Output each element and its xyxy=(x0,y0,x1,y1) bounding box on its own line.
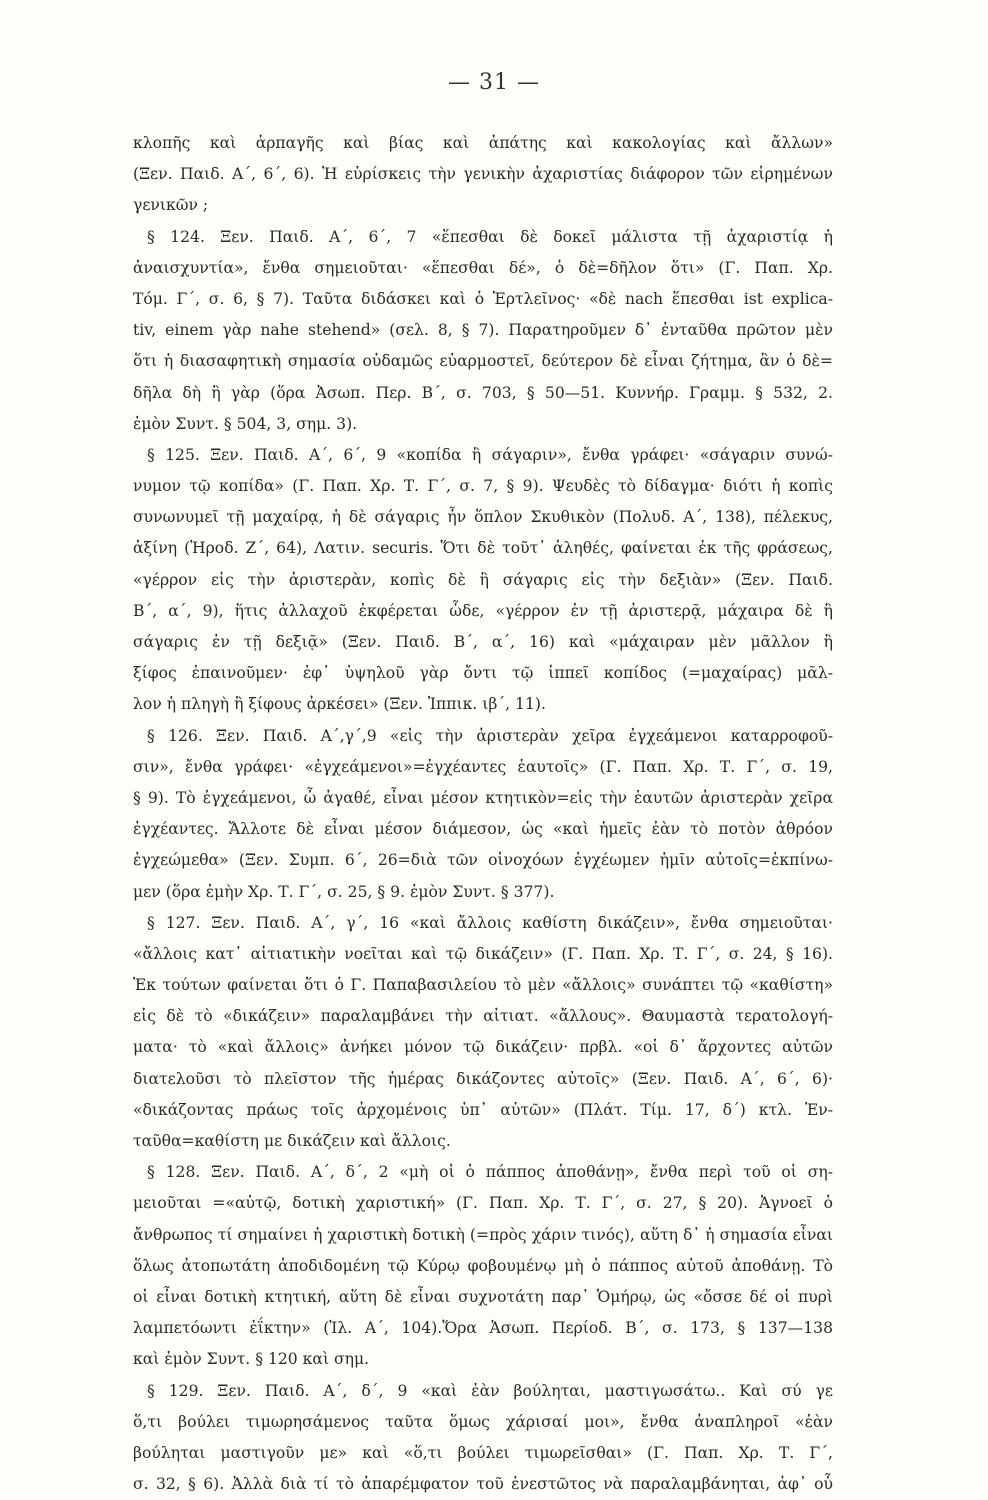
text-line: μειοῦται =«αὐτῷ, δοτικὴ χαριστική» (Γ. Παπ. Χρ. Τ. Γ΄, σ. 27, § 20). Ἀγνοεῖ ὁ xyxy=(133,1194,833,1213)
text-line: Β΄, α΄, 9), ἥτις ἀλλαχοῦ ἐκφέρεται ὧδε, «γέρρον ἐν τῇ ἀριστερᾷ, μάχαιρα δὲ ἢ xyxy=(133,601,833,620)
text-line: ὅτι ἡ διασαφητικὴ σημασία οὐδαμῶς εὐαρμοστεῖ, δεύτερον δὲ εἶναι ζήτημα, ἂν ὁ δὲ= xyxy=(133,352,833,371)
text-line: § 127. Ξεν. Παιδ. Α΄, γ΄, 16 «καὶ ἄλλοις καθίστη δικάζειν», ἔνθα σημειοῦται· xyxy=(147,913,833,932)
text-line: § 129. Ξεν. Παιδ. Α΄, δ΄, 9 «καὶ ἐὰν βούληται, μαστιγωσάτω.. Καὶ σύ γε xyxy=(147,1381,833,1400)
text-line: μεν (ὅρα ἐμὴν Χρ. Τ. Γ΄, σ. 25, § 9. ἐμὸν Συντ. § 377). xyxy=(133,882,555,901)
text-line: ἀξίνη (Ἡροδ. Ζ΄, 64), Λατιν. securis. Ὅτι δὲ τοῦτ᾿ ἀληθές, φαίνεται ἐκ τῆς φράσεως, xyxy=(133,539,833,558)
text-line: «δικάζοντας πράως τοῖς ἀρχομένοις ὑπ᾿ αὐτῶν» (Πλάτ. Τίμ. 17, δ΄) κτλ. Ἐν- xyxy=(133,1100,833,1119)
text-line: ταῦθα=καθίστη με δικάζειν καὶ ἄλλοις. xyxy=(133,1132,451,1150)
body-text xyxy=(133,128,833,1500)
text-line: συνωνυμεῖ τῇ μαχαίρᾳ, ἡ δὲ σάγαρις ἦν ὅπλον Σκυθικὸν (Πολυδ. Α΄, 138), πέλεκυς, xyxy=(133,508,833,527)
text-line: «ἄλλοις κατ᾿ αἰτιατικὴν νοεῖται καὶ τῷ δικάζειν» (Γ. Παπ. Χρ. Τ. Γ΄, σ. 24, § 16). xyxy=(133,944,833,963)
text-line: σάγαρις ἐν τῇ δεξιᾷ» (Ξεν. Παιδ. Β΄, α΄, 16) καὶ «μάχαιραν μὲν μᾶλλον ἢ xyxy=(133,633,833,651)
text-line: διατελοῦσι τὸ πλεῖστον τῆς ἡμέρας δικάζοντες αὐτοῖς» (Ξεν. Παιδ. Α΄, 6΄, 6)· xyxy=(133,1069,833,1088)
text-line: § 9). Τὸ ἐγχεάμενοι, ὦ ἀγαθέ, εἶναι μέσον κτητικὸν=εἰς τὴν ἑαυτῶν ἀριστερὰν χεῖρα xyxy=(133,788,833,807)
text-line: § 125. Ξεν. Παιδ. Α΄, 6΄, 9 «κοπίδα ἢ σάγαριν», ἔνθα γράφει· «σάγαριν συνώ- xyxy=(147,445,833,464)
text-line: § 126. Ξεν. Παιδ. Α΄,γ΄,9 «εἰς τὴν ἀριστερὰν χεῖρα ἐγχεάμενοι καταρροφοῦ- xyxy=(147,726,833,745)
text-line: ἀναισχυντία», ἔνθα σημειοῦται· «ἕπεσθαι δέ», ὁ δὲ=δῆλον ὅτι» (Γ. Παπ. Χρ. xyxy=(133,258,833,277)
text-line: γενικῶν ; xyxy=(133,196,209,215)
text-line: σιν», ἔνθα γράφει· «ἐγχεάμενοι»=ἐγχέαντες ἑαυτοῖς» (Γ. Παπ. Χρ. Τ. Γ΄, σ. 19, xyxy=(133,757,833,776)
text-line: Ἐκ τούτων φαίνεται ὅτι ὁ Γ. Παπαβασιλείου τὸ μὲν «ἄλλοις» συνάπτει τῷ «καθίστη» xyxy=(133,976,833,995)
text-line: ματα· τὸ «καὶ ἄλλοις» ἀνήκει μόνον τῷ δικάζειν· πρβλ. «οἱ δ᾿ ἄρχοντες αὐτῶν xyxy=(133,1038,833,1057)
text-line: εἰς δὲ τὸ «δικάζειν» παραλαμβάνει τὴν αἰτιατ. «ἄλλους». Θαυμαστὰ τερατολογή- xyxy=(133,1007,833,1026)
text-line: ἐγχέαντες. Ἄλλοτε δὲ εἶναι μέσον διάμεσον, ὡς «καὶ ἡμεῖς ἐὰν τὸ ποτὸν ἀθρόον xyxy=(133,820,833,839)
text-line: λον ἡ πληγὴ ἢ ξίφους ἀρκέσει» (Ξεν. Ἱππικ. ιβ΄, 11). xyxy=(133,695,546,714)
text-line: ξίφος ἐπαινοῦμεν· ἐφ᾿ ὑψηλοῦ γὰρ ὄντι τῷ ἱππεῖ κοπίδος (=μαχαίρας) μᾶλ- xyxy=(133,664,833,683)
text-line: «γέρρον εἰς τὴν ἀριστερὰν, κοπὶς δὲ ἢ σάγαρις εἰς τὴν δεξιὰν» (Ξεν. Παιδ. xyxy=(133,570,833,589)
text-line: ἐμὸν Συντ. § 504, 3, σημ. 3). xyxy=(133,414,358,433)
text-line: οἱ εἶναι δοτικὴ κτητική, αὕτη δὲ εἶναι συχνοτάτη παρ᾿ Ὁμήρῳ, ὡς «ὄσσε δέ οἱ πυρὶ xyxy=(133,1287,833,1306)
text-line: σ. 32, § 6). Ἀλλὰ διὰ τί τὸ ἀπαρέμφατον τοῦ ἐνεστῶτος νὰ παραλαμβάνηται, ἀφ᾿ οὗ xyxy=(133,1475,833,1494)
text-line: Τόμ. Γ΄, σ. 6, § 7). Ταῦτα διδάσκει καὶ ὁ Ἑρτλεῖνος· «δὲ nach ἕπεσθαι ist explica- xyxy=(133,289,833,308)
text-line: κλοπῆς καὶ ἁρπαγῆς καὶ βίας καὶ ἀπάτης καὶ κακολογίας καὶ ἄλλων» xyxy=(133,134,833,152)
text-line: § 124. Ξεν. Παιδ. Α΄, 6΄, 7 «ἕπεσθαι δὲ δοκεῖ μάλιστα τῇ ἀχαριστίᾳ ἡ xyxy=(147,227,833,246)
text-line: § 128. Ξεν. Παιδ. Α΄, δ΄, 2 «μὴ οἱ ὁ πάππος ἀποθάνῃ», ἔνθα περὶ τοῦ οἱ ση- xyxy=(147,1163,833,1182)
text-line: καὶ ἐμὸν Συντ. § 120 καὶ σημ. xyxy=(133,1350,370,1369)
text-line: λαμπετόωντι ἐΐκτην» (Ἰλ. Α΄, 104).Ὅρα Ἀσωπ. Περίοδ. Β΄, σ. 173, § 137—138 xyxy=(133,1319,833,1338)
text-line: ἐγχεώμεθα» (Ξεν. Συμπ. 6΄, 26=διὰ τῶν οἰνοχόων ἐγχέωμεν ἡμῖν αὐτοῖς=ἐκπίνω- xyxy=(133,851,833,870)
text-line: ὅλως ἀτοπωτάτη ἀποδιδομένη τῷ Κύρῳ φοβουμένῳ μὴ ὁ πάππος αὐτοῦ ἀποθάνῃ. Τὸ xyxy=(133,1256,833,1275)
text-line: βούληται μαστιγοῦν με» καὶ «ὅ,τι βούλει τιμωρεῖσθαι» (Γ. Παπ. Χρ. Τ. Γ΄, xyxy=(133,1443,833,1462)
text-line: ἄνθρωπος τί σημαίνει ἡ χαριστικὴ δοτικὴ (=πρὸς χάριν τινός), αὕτη δ᾿ ἡ σημασία εἶναι xyxy=(133,1225,833,1244)
text-line: ὅ,τι βούλει τιμωρησάμενος ταῦτα ὅμως χάρισαί μοι», ἔνθα ἀναπληροῖ «ἐὰν xyxy=(133,1412,833,1431)
page-number: — 31 — xyxy=(448,70,540,95)
text-line: δῆλα δὴ ἢ γὰρ (ὅρα Ἀσωπ. Περ. Β΄, σ. 703, § 50—51. Κυννήρ. Γραμμ. § 532, 2. xyxy=(133,383,833,402)
text-line: νυμον τῷ κοπίδα» (Γ. Παπ. Χρ. Τ. Γ΄, σ. 7, § 9). Ψευδὲς τὸ δίδαγμα· διότι ἡ κοπὶς xyxy=(133,477,833,496)
text-line: tiv, einem γὰρ nahe stehend» (σελ. 8, § 7). Παρατηροῦμεν δ᾿ ἐνταῦθα πρῶτον μὲν xyxy=(133,321,833,340)
text-line: (Ξεν. Παιδ. Α΄, 6΄, 6). Ἡ εὑρίσκεις τὴν γενικὴν ἀχαριστίας διάφορον τῶν εἰρημένων xyxy=(133,165,833,184)
